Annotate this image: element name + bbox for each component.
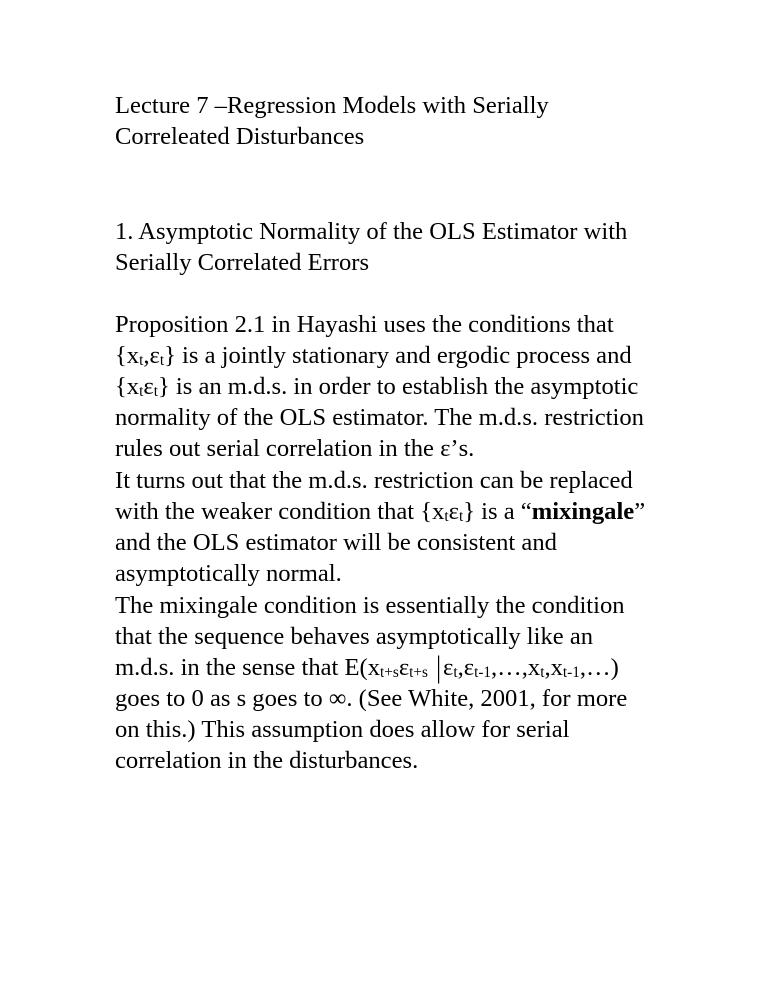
p1-line-4: normality of the OLS estimator. The m.d.s. restriction	[115, 404, 644, 431]
section-line-2: Serially Correlated Errors	[115, 249, 370, 276]
p2-line-3: and the OLS estimator will be consistent and	[115, 529, 557, 556]
p3-line-6: correlation in the disturbances.	[115, 747, 419, 774]
p3-line-4: goes to 0 as s goes to ∞. (See White, 2001, for more	[115, 685, 628, 712]
p3-line-3: m.d.s. in the sense that $E(x_{t+s}\varepsilon_{t+s}$ $|\varepsilon_t,\varepsilon_{t-1},\dots,x_t,x_{t-1},\dots$)	[115, 652, 675, 683]
title-line-1: Lecture 7 –Regression Models with Serially	[115, 92, 549, 119]
p1-line-5: rules out serial correlation in the ε’s.	[115, 435, 475, 462]
p2-line-1: It turns out that the m.d.s. restriction can be replaced	[115, 467, 633, 494]
p1-line-3: $\{x_t\varepsilon_t\}$ is an m.d.s. in order to establish the asymptotic	[115, 373, 639, 400]
conditional-bar: |	[436, 650, 442, 685]
p3-line-5: on this.) This assumption does allow for serial	[115, 716, 570, 743]
paragraph-mixingale	[115, 465, 675, 589]
title-line-2: Correleated Disturbances	[115, 123, 365, 150]
p3-line-1: The mixingale condition is essentially the condition	[115, 592, 625, 619]
mixingale-term: mixingale	[531, 498, 635, 525]
p3-line-2: that the sequence behaves asymptotically like an	[115, 623, 594, 650]
paragraph-proposition	[115, 309, 675, 464]
p2-line-4: asymptotically normal.	[115, 560, 342, 587]
p1-line-1: Proposition 2.1 in Hayashi uses the conditions that	[115, 311, 614, 338]
p1-line-2: $\{x_t,\varepsilon_t\}$ is a jointly stationary and ergodic process and	[115, 342, 632, 369]
lecture-title	[115, 90, 675, 152]
paragraph-condition	[115, 590, 675, 776]
p2-line-2: with the weaker condition that $\{x_t\varepsilon_t\}$ is a “mixingale”	[115, 498, 646, 525]
section-heading	[115, 216, 675, 278]
section-line-1: 1. Asymptotic Normality of the OLS Estimator with	[115, 218, 628, 245]
